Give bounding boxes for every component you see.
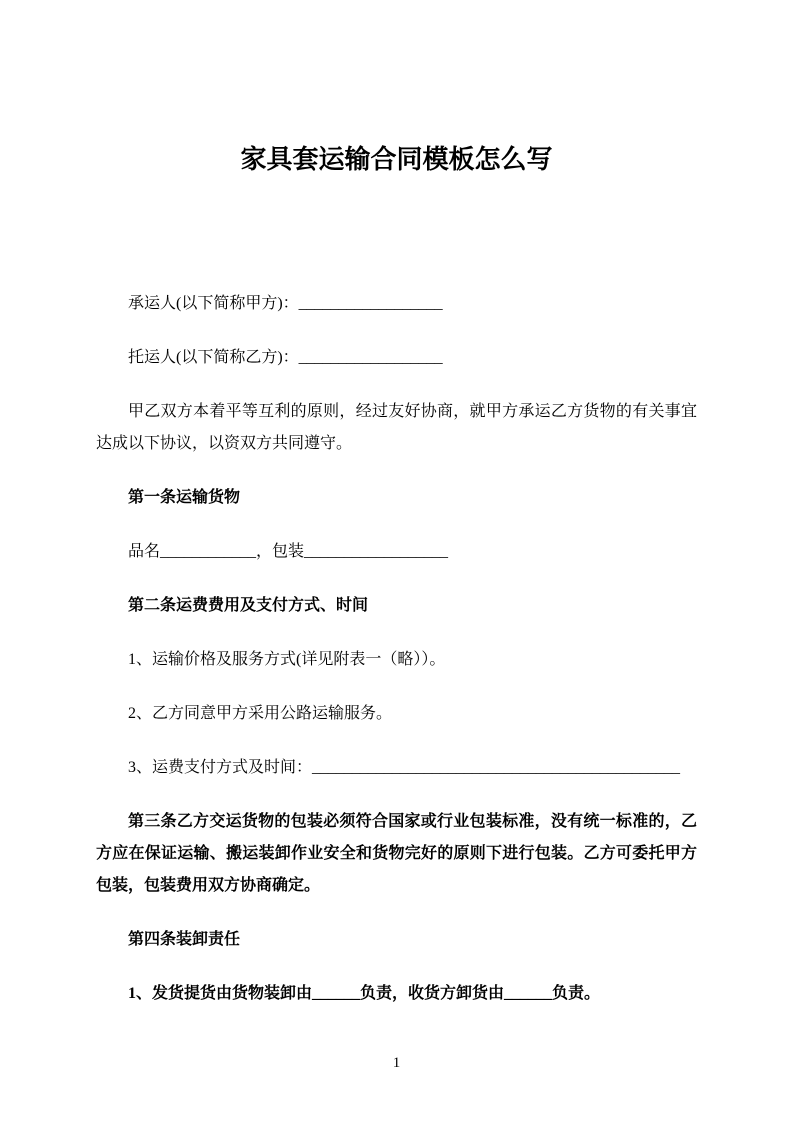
paragraph: 承运人(以下简称甲方)：__________________ [128, 295, 443, 312]
page-number: 1 [392, 1055, 401, 1071]
paragraph: 1、运输价格及服务方式(详见附表一（略））。 [128, 651, 446, 668]
paragraph: 1、发货提货由货物装卸由______负责，收货方卸货由______负责。 [128, 985, 601, 1002]
document-body [96, 288, 697, 1010]
paragraph: 第一条运输货物 [128, 489, 241, 506]
paragraph: 第四条装卸责任 [128, 931, 241, 948]
paragraph: 第三条乙方交运货物的包装必须符合国家或行业包装标准，没有统一标准的，乙方应在保证运输、搬运装卸作业安全和货物完好的原则下进行包装。乙方可委托甲方包装，包装费用双方协商确定。 [96, 813, 697, 894]
page-title: 家具套运输合同模板怎么写 [240, 144, 553, 174]
paragraph: 托运人(以下简称乙方)：__________________ [128, 349, 443, 366]
paragraph: 第二条运费费用及支付方式、时间 [128, 597, 369, 614]
paragraph: 品名____________，包装__________________ [128, 543, 449, 560]
paragraph: 3、运费支付方式及时间：______________________________________________ [128, 759, 681, 776]
paragraph: 甲乙双方本着平等互利的原则，经过友好协商，就甲方承运乙方货物的有关事宜达成以下协议，以资双方共同遵守。 [96, 403, 697, 452]
paragraph: 2、乙方同意甲方采用公路运输服务。 [128, 705, 393, 722]
